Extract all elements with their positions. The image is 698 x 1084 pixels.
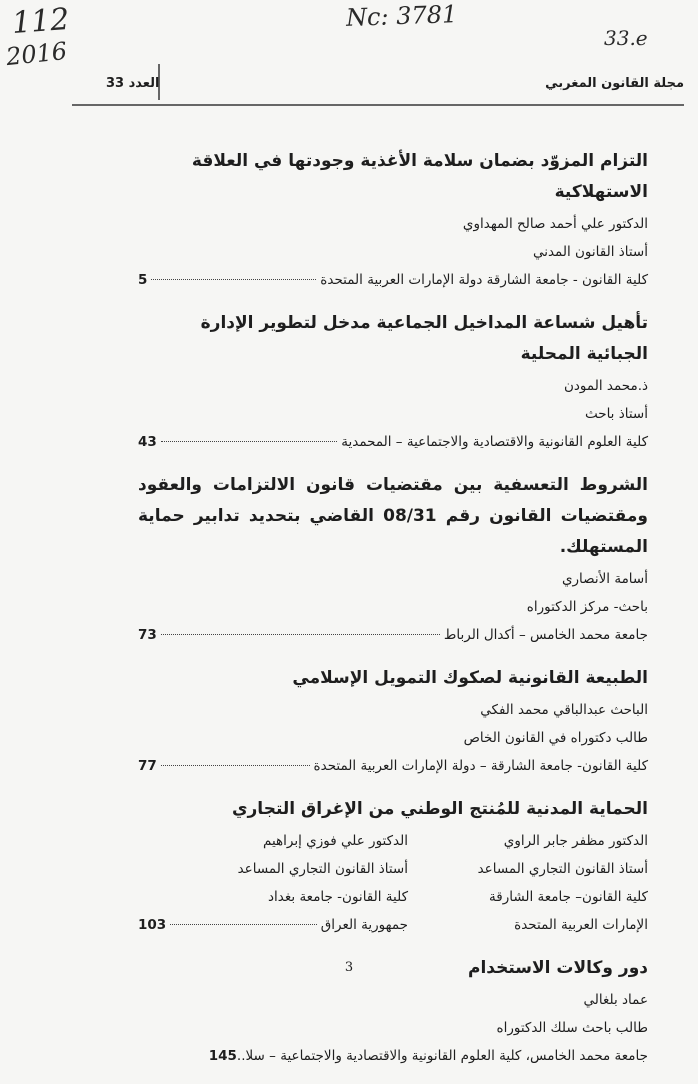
affiliation-line [138,752,648,780]
toc-entry-2 [138,308,648,456]
affiliation-line [138,621,648,649]
author-name: أسامة الأنصاري [561,571,648,587]
page-ref: 5 [138,272,148,288]
author-country: جمهورية العراق [320,917,408,933]
issue-number: العدد 33 [106,76,160,91]
author-position: أستاذ القانون التجاري المساعد [237,861,408,877]
author-affiliation: كلية العلوم القانونية والاقتصادية والاجتماعية – المحمدية [341,434,648,450]
entry-title: الشروط التعسفية بين مقتضيات قانون الالتزامات والعقود ومقتضيات القانون رقم 08/31 القاضي بتحديد تدابير حماية المستهلك. [138,475,648,557]
handwritten-ref-number: Nc: 3781 [345,0,458,32]
author-affiliation: كلية القانون- جامعة الشارقة – دولة الإمارات العربية المتحدة [313,758,648,774]
page-ref: 77 [138,758,157,774]
page-ref: 73 [138,627,157,643]
toc-entry-1 [138,146,648,294]
author-name: ذ.محمد المودن [564,378,648,394]
handwritten-year: 2016 [4,36,69,72]
author-affiliation: كلية القانون - جامعة الشارقة دولة الإمارات العربية المتحدة [320,272,648,288]
page-ref: 43 [138,434,157,450]
running-header [72,74,684,106]
page-ref: 145 [208,1048,237,1064]
dot-leader [151,278,316,280]
affiliation-line [138,266,648,294]
dot-leader [161,440,337,442]
handwritten-number: 112 [10,2,71,41]
affiliations-row [138,883,648,911]
author-name: الباحث عبدالباقي محمد الفكي [480,702,648,718]
author-position: طالب باحث سلك الدكتوراه [496,1020,648,1036]
author-name: الدكتور علي فوزي إبراهيم [263,833,408,849]
entry-title: تأهيل شساعة المداخيل الجماعية مدخل لتطوير الإدارة الجبائية المحلية [200,313,648,364]
author-affiliation: كلية القانون– جامعة الشارقة [489,889,648,905]
entry-title: التزام المزوّد بضمان سلامة الأغذية وجودتها في العلاقة الاستهلاكية [191,151,648,202]
affiliation-line [138,1042,648,1070]
author-position: باحث- مركز الدكتوراه [526,599,648,615]
affiliation-line [138,911,648,939]
toc-entry-4 [138,663,648,780]
handwritten-page-ref: 33.e [604,26,648,50]
positions-row [138,855,648,883]
journal-title: مجلة القانون المغربي [545,76,684,91]
author-affiliation: جامعة محمد الخامس – أكدال الرباط [443,627,648,643]
author-position: أستاذ القانون المدني [532,244,648,260]
table-of-contents [138,146,648,1084]
page-ref: 103 [138,917,167,933]
author-position: أستاذ القانون التجاري المساعد [477,861,648,877]
affiliation-line [138,428,648,456]
author-name: عماد بلغالي [583,992,648,1008]
author-affiliation: كلية القانون- جامعة بغداد [268,889,408,905]
author-affiliation: جامعة محمد الخامس، كلية العلوم القانونية والاقتصادية والاجتماعية – سلا.. [236,1048,648,1064]
dot-leader [161,633,440,635]
toc-entry-3 [138,470,648,649]
entry-title: الحماية المدنية للمُنتج الوطني من الإغراق التجاري [231,799,648,819]
dot-leader [170,923,317,925]
author-position: أستاذ باحث [584,406,648,422]
authors-row [138,827,648,855]
author-name: الدكتور مظفر جابر الراوي [503,833,648,849]
entry-title: الطبيعة القانونية لصكوك التمويل الإسلامي [292,668,648,688]
entry-title: دور وكالات الاستخدام [468,958,648,978]
toc-entry-5 [138,794,648,939]
author-name: الدكتور علي أحمد صالح المهداوي [462,216,648,232]
author-country: الإمارات العربية المتحدة [514,917,648,933]
author-position: طالب دكتوراه في القانون الخاص [463,730,648,746]
page-number: 3 [344,960,354,975]
dot-leader [161,764,310,766]
